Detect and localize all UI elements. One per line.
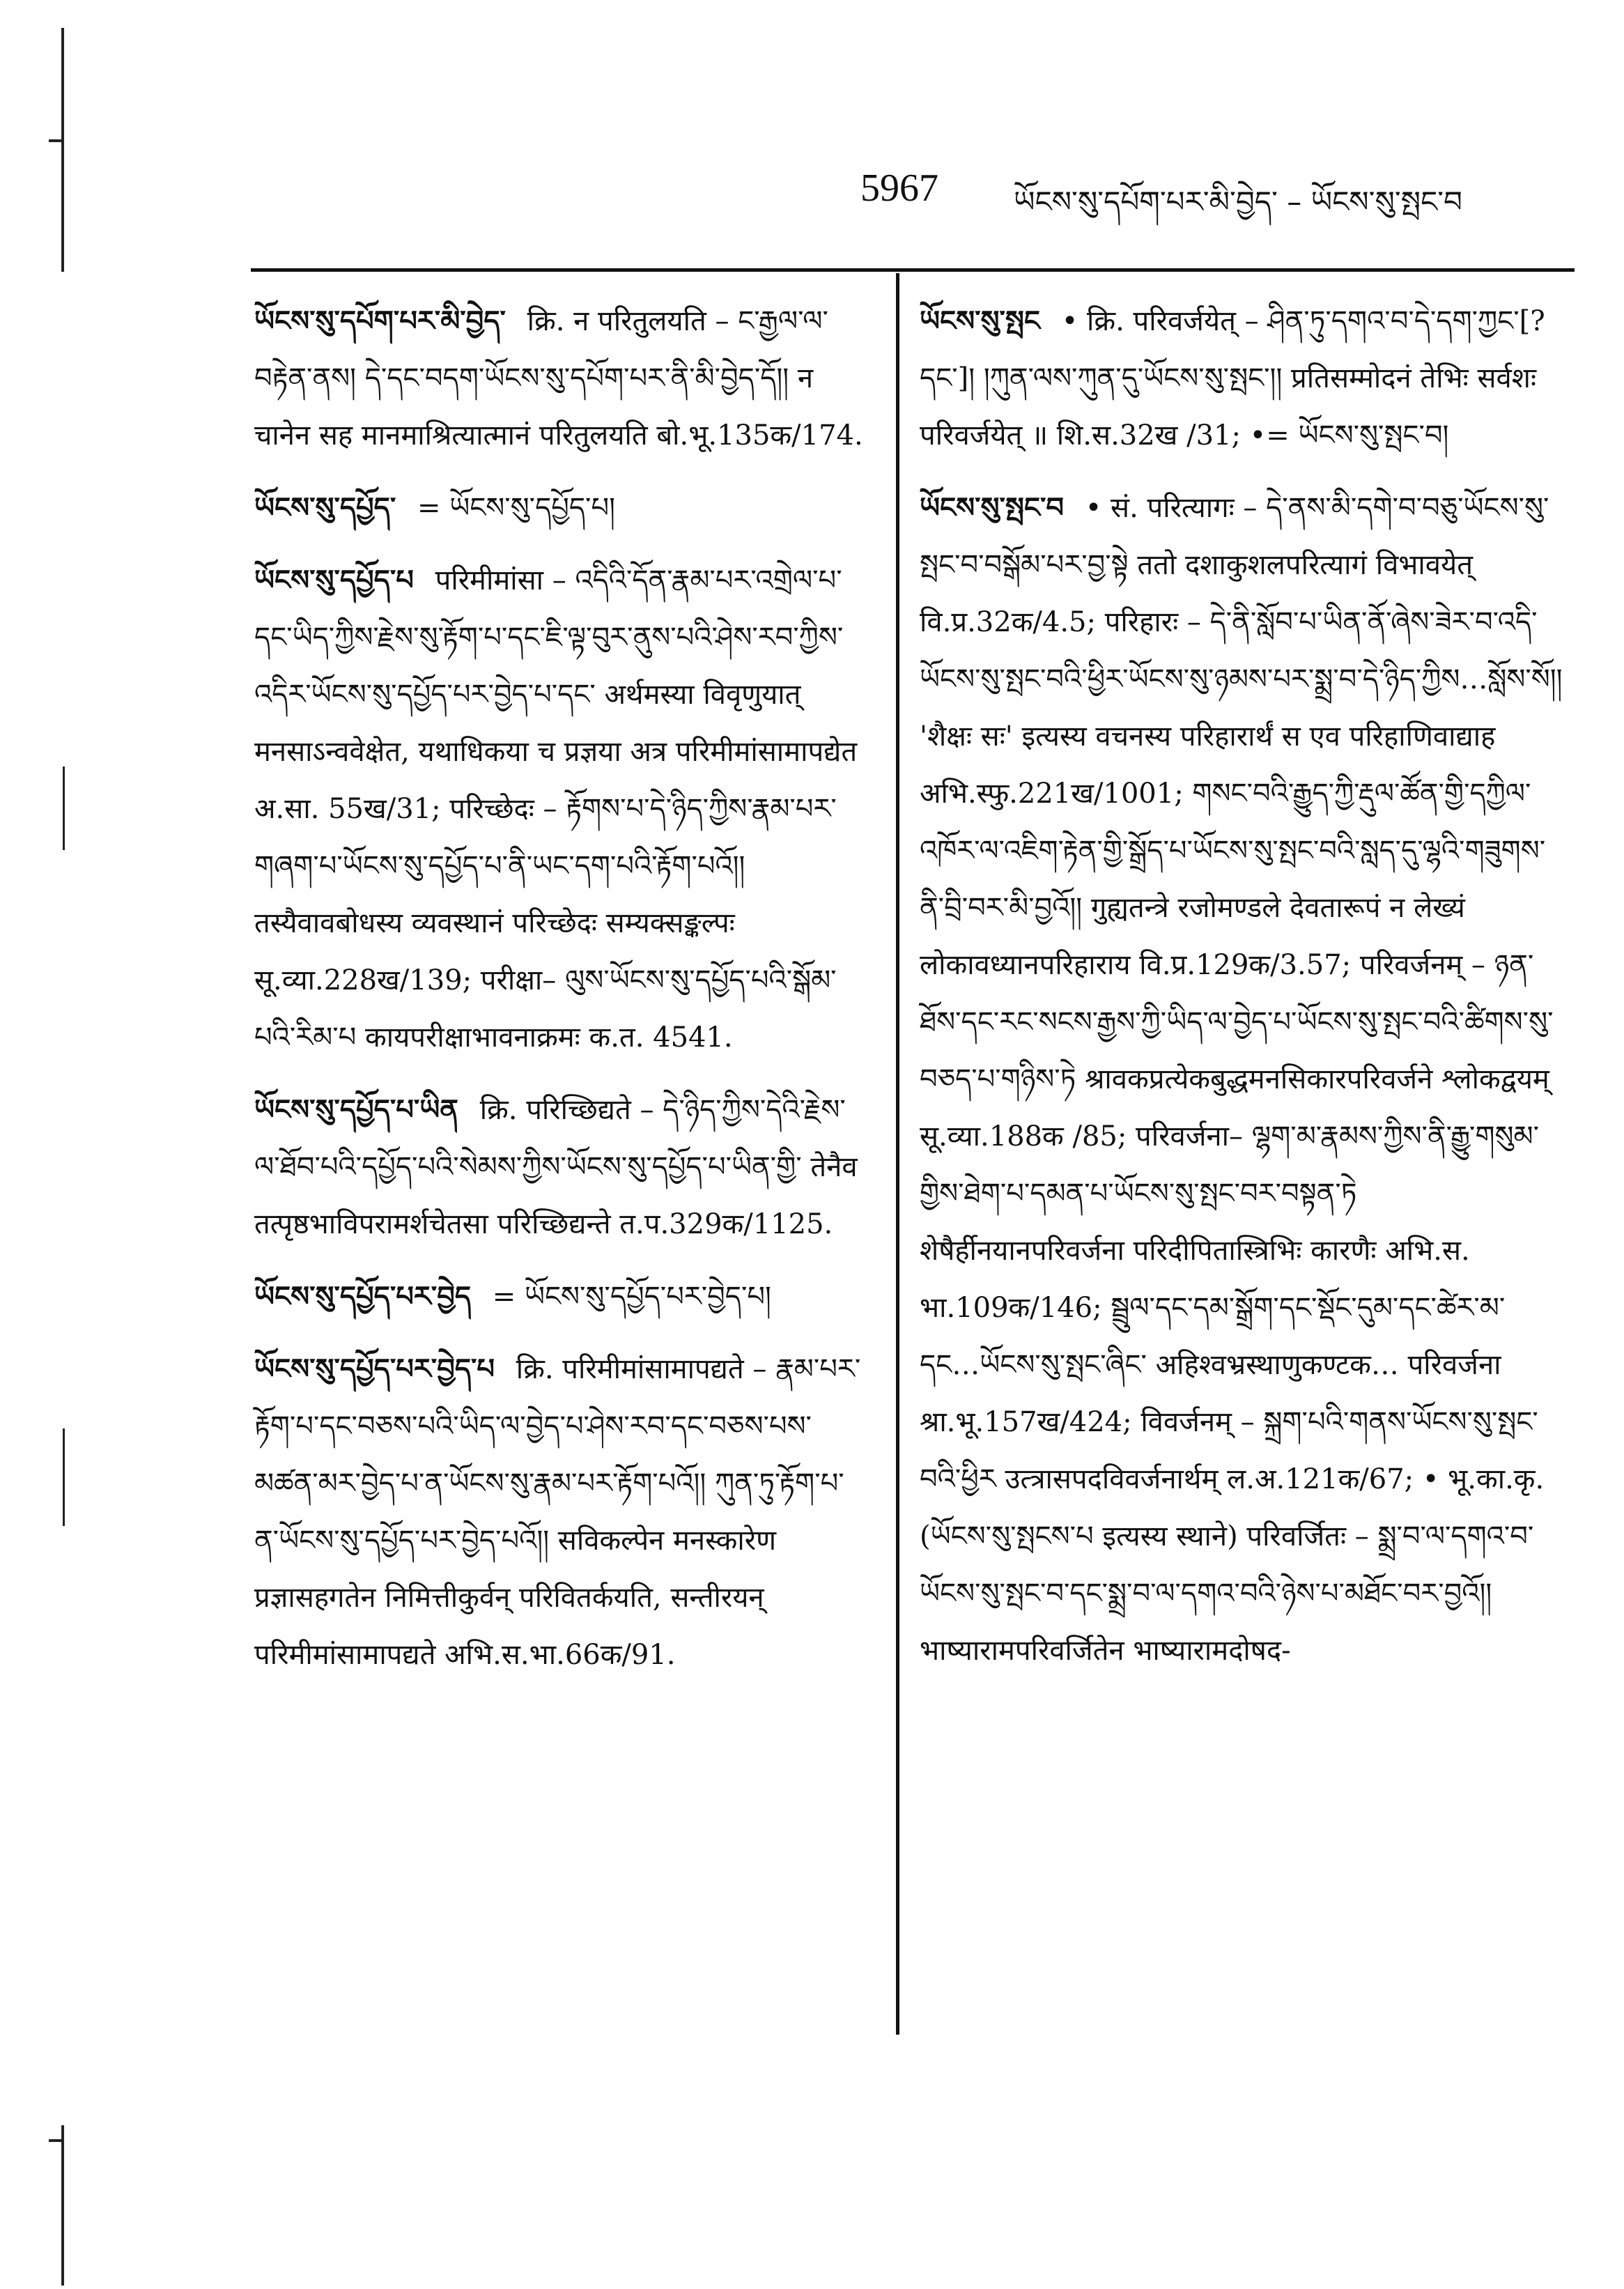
entry-definition: = ཡོངས་སུ་དཔྱོད་པར་བྱེད་པ། [492, 1281, 771, 1313]
margin-mark [49, 139, 64, 142]
entry-definition: क्रि. परिच्छिद्यते – དེ་ཉིད་ཀྱིས་དེའི་རྗེས་ལ་ཐོབ་པའི་དཔྱོད་པའི་སེམས་ཀྱིས་ཡོངས་སུ་དཔྱོད་པ་ཡིན་གྱི་ तेनैव तत्पृष्ठभाविपरामर्शचेतसा परिच्छिद्यन्ते त.प.329क/1125. [254, 1094, 858, 1240]
dictionary-entry [254, 1268, 867, 1325]
margin-mark [61, 28, 64, 272]
entry-headword: ཡོངས་སུ་དཔྱོད་པར་བྱེད་པ [254, 1353, 495, 1385]
entry-definition: • क्रि. परिवर्जयेत् – ཤིན་ཏུ་དགའ་བ་དེ་དག་ཀྱང་[? དང་]། །ཀུན་ལས་ཀུན་དུ་ཡོངས་སུ་སྤང་།། प्रतिसम्मोदनं तेभिः सर्वशः परिवर्जयेत् ॥ शि.स.32ख /31; •= ཡོངས་སུ་སྤང་བ། [920, 305, 1545, 452]
dictionary-entry [920, 293, 1564, 464]
dictionary-entry [254, 552, 867, 1066]
entry-headword: ཡོངས་སུ་སྤང་བ [920, 492, 1064, 524]
entry-definition: क्रि. परिमीमांसामापद्यते – རྣམ་པར་རྟོག་པ་དང་བཅས་པའི་ཡིད་ལ་བྱེད་པ་ཤེས་རབ་དང་བཅས་པས་མཚན་མར་བྱེད་པ་ན་ཡོངས་སུ་རྣམ་པར་རྟོག་པའོ།། ཀུན་ཏུ་རྟོག་པ་ན་ཡོངས་སུ་དཔྱོད་པར་བྱེད་པའོ།། सविकल्पेन मनस्कारेण प्रज्ञासहगतेन निमित्तीकुर्वन् परिवितर्कयति, सन्तीरयन् परिमीमांसामापद्यते अभि.स.भा.66क/91. [254, 1353, 861, 1671]
entry-definition: क्रि. न परितुलयति – ང་རྒྱལ་ལ་བརྟེན་ནས། དེ་དང་བདག་ཡོངས་སུ་དཔོག་པར་ནི་མི་བྱེད་དོ།། न चानेन सह मानमाश्रित्यात्मानं परितुलयति बो.भू.135क/174. [254, 305, 863, 452]
entry-headword: ཡོངས་སུ་དཔྱོད་པར་བྱེད [254, 1281, 471, 1313]
entry-headword: ཡོངས་སུ་སྤང [920, 305, 1040, 337]
margin-mark [49, 2139, 64, 2142]
margin-mark [63, 1428, 65, 1526]
column-divider [896, 273, 899, 2035]
entry-headword: ཡོངས་སུ་དཔྱོད་པ་ཡིན [254, 1094, 458, 1126]
dictionary-entry [254, 293, 867, 464]
header-rule [251, 268, 1575, 272]
margin-mark [61, 2125, 64, 2286]
entry-headword: ཡོངས་སུ་དཔྱོད་པ [254, 564, 414, 596]
entry-headword: ཡོངས་སུ་དཔྱོད་ [254, 492, 396, 524]
dictionary-entry [254, 1081, 867, 1253]
entry-definition: • सं. परित्यागः – དེ་ནས་མི་དགེ་བ་བཅུ་ཡོངས་སུ་སྤང་བ་བསྒོམ་པར་བྱ་སྟེ ततो दशाकुशलपरित्यागं विभावयेत् वि.प्र.32क/4.5; परिहारः – དེ་ནི་སློབ་པ་ཡིན་ནོ་ཞེས་ཟེར་བ་འདི་ཡོངས་སུ་སྤང་བའི་ཕྱིར་ཡོངས་སུ་ཉམས་པར་སྨྲ་བ་དེ་ཉིད་ཀྱིས…སློས་སོ།། 'शैक्षः सः' इत्यस्य वचनस्य परिहारार्थं स एव परिहाणिवाद्याह अभि.स्फु.221ख/1001; གསང་བའི་རྒྱུད་ཀྱི་རྡུལ་ཚོན་གྱི་དཀྱིལ་འཁོར་ལ་འཇིག་རྟེན་གྱི་སྒྲོད་པ་ཡོངས་སུ་སྤང་བའི་སླད་དུ་ལྷའི་གཟུགས་ནི་བྲི་བར་མི་བྱའོ།། गुह्यतन्त्रे रजोमण्डले देवतारूपं न लेख्यं लोकावध्यानपरिहाराय वि.प्र.129क/3.57; परिवर्जनम् – ཉན་ཐོས་དང་རང་སངས་རྒྱས་ཀྱི་ཡིད་ལ་བྱེད་པ་ཡོངས་སུ་སྤང་བའི་ཚིགས་སུ་བཅད་པ་གཉིས་ཏེ श्रावकप्रत्येकबुद्धमनसिकारपरिवर्जने श्लोकद्वयम् सू.व्या.188क /85; परिवर्जना– ལྷག་མ་རྣམས་ཀྱིས་ནི་རྒྱུ་གསུམ་གྱིས་ཐེག་པ་དམན་པ་ཡོངས་སུ་སྤང་བར་བསྟན་ཏེ शेषैर्हीनयानपरिवर्जना परिदीपितास्त्रिभिः कारणैः अभि.स. भा.109क/146; སྦྲུལ་དང་དམ་སྒྲོག་དང་སྡོང་དུམ་དང་ཚེར་མ་དང…ཡོངས་སུ་སྤང་ཞིང་ अहिश्वभ्रस्थाणुकण्टक… परिवर्जना श्रा.भू.157ख/424; विवर्जनम् – སྐྲག་པའི་གནས་ཡོངས་སུ་སྤང་བའི་ཕྱིར उत्त्रासपदविवर्जनार्थम् ल.अ.121क/67; • भू.का.कृ. (ཡོངས་སུ་སྤངས་པ इत्यस्य स्थाने) परिवर्जितः – སྨྲ་བ་ལ་དགའ་བ་ཡོངས་སུ་སྤང་བ་དང་སྨྲ་བ་ལ་དགའ་བའི་ཉེས་པ་མཐོང་བར་བྱའོ།། भाष्यारामपरिवर्जितेन भाष्यारामदोषद- [920, 492, 1563, 1667]
entry-definition: परिमीमांसा – འདིའི་དོན་རྣམ་པར་འགྲེལ་པ་དང་ཡིད་ཀྱིས་རྗེས་སུ་རྟོག་པ་དང་ཇི་ལྟ་བུར་ནུས་པའི་ཤེས་རབ་ཀྱིས་འདིར་ཡོངས་སུ་དཔྱོད་པར་བྱེད་པ་དང་ अर्थमस्या विवृणुयात् मनसाऽन्ववेक्षेत, यथाधिकया च प्रज्ञया अत्र परिमीमांसामापद्येत अ.सा. 55ख/31; परिच्छेदः – རྟོགས་པ་དེ་ཉིད་ཀྱིས་རྣམ་པར་གཞག་པ་ཡོངས་སུ་དཔྱོད་པ་ནི་ཡང་དག་པའི་རྟོག་པའོ།། तस्यैवावबोधस्य व्यवस्थानं परिच्छेदः सम्यक्सङ्कल्पः सू.व्या.228ख/139; परीक्षा– ལུས་ཡོངས་སུ་དཔྱོད་པའི་སྒོམ་པའི་རིམ་པ कायपरीक्षाभावनाक्रमः क.त. 4541. [254, 564, 858, 1054]
dictionary-entry [920, 479, 1564, 1679]
margin-mark [63, 766, 65, 850]
running-head: ཡོངས་སུ་དཔོག་པར་མི་བྱེད་ – ཡོངས་སུ་སྤང་བ [1014, 185, 1462, 219]
dictionary-entry [254, 479, 867, 537]
entry-definition: = ཡོངས་སུ་དཔྱོད་པ། [417, 492, 615, 524]
page-number: 5967 [860, 167, 938, 210]
entry-headword: ཡོངས་སུ་དཔོག་པར་མི་བྱེད་ [254, 305, 506, 337]
right-column [920, 293, 1564, 1695]
left-column [254, 293, 867, 1699]
dictionary-entry [254, 1341, 867, 1683]
